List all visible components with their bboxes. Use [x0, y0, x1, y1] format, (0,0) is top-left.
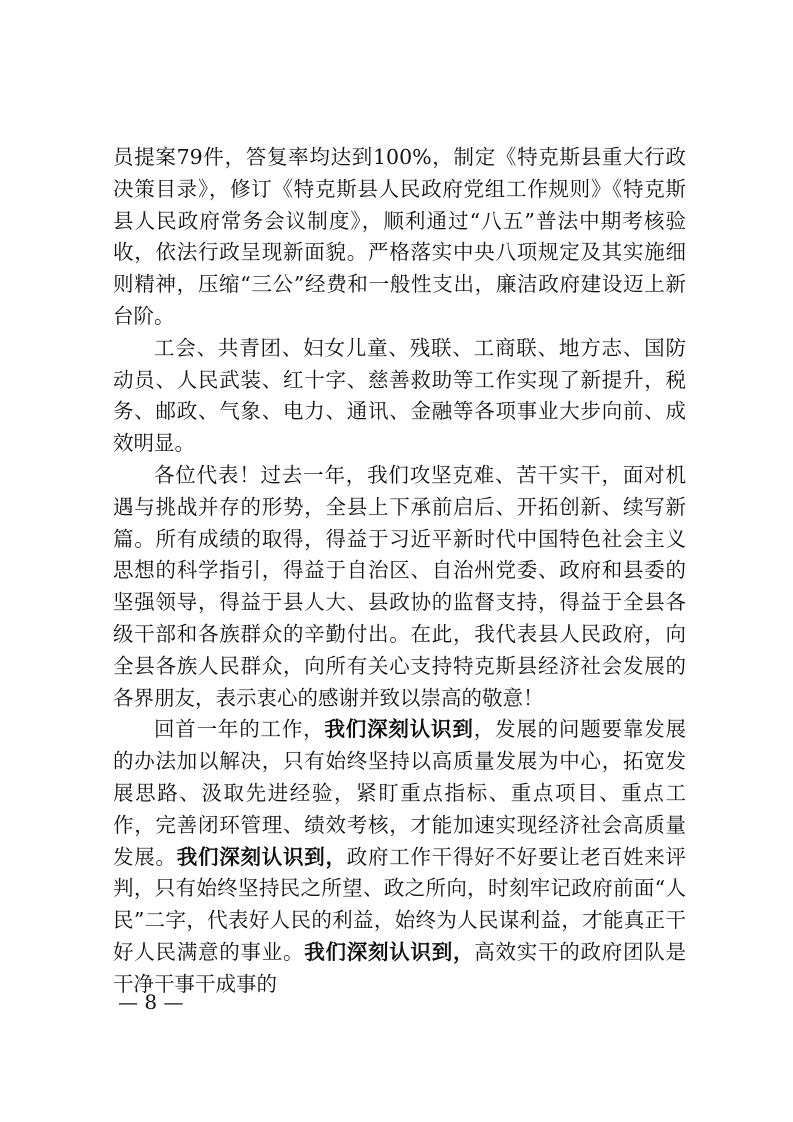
- paragraph: [113, 333, 686, 460]
- page-number: — 8 —: [118, 990, 184, 1014]
- paragraph-text: 工会、共青团、妇女儿童、残联、工商联、地方志、国防动员、人民武装、红十字、慈善救助等工作实现了新提升，税务、邮政、气象、电力、通讯、金融等各项事业大步向前、成效明显。: [113, 335, 686, 456]
- paragraph-text: ，发展的问题要靠发展的办法加以解决，只有始终坚持以高质量发展为中心，拓宽发展思路、汲取先进经验，紧盯重点指标、重点项目、重点工作，完善闭环管理、绩效考核，才能加速实现经济社会高质量发展。: [113, 717, 686, 869]
- emphasis-text: 我们深刻认识到: [324, 717, 474, 742]
- paragraph-text: 回首一年的工作，: [154, 717, 325, 742]
- body-text: [113, 142, 686, 1001]
- paragraph-text: 员提案79件，答复率均达到100%，制定《特克斯县重大行政决策目录》，修订《特克斯县人民政府党组工作规则》《特克斯县人民政府常务会议制度》，顺利通过“八五”普法中期考核验收，依法行政呈现新面貌。严格落实中央八项规定及其实施细则精神，压缩“三公”经费和一般性支出，廉洁政府建设迈上新台阶。: [113, 145, 686, 328]
- paragraph-text: 各位代表！过去一年，我们攻坚克难、苦干实干，面对机遇与挑战并存的形势，全县上下承前启后、开拓创新、续写新篇。所有成绩的取得，得益于习近平新时代中国特色社会主义思想的科学指引，得益于自治区、自治州党委、政府和县委的坚强领导，得益于县人大、县政协的监督支持，得益于全县各级干部和各族群众的辛勤付出。在此，我代表县人民政府，向全县各族人民群众，向所有关心支持特克斯县经济社会发展的各界朋友，表示衷心的感谢并致以崇高的敬意！: [113, 462, 686, 710]
- paragraph-text: 政府工作干得好不好要让老百姓来评判，只有始终坚持民之所望、政之所向，时刻牢记政府前面“人民”二字，代表好人民的利益，始终为人民谋利益，才能真正干好人民满意的事业。: [113, 844, 686, 964]
- emphasis-text: 我们深刻认识到，: [176, 844, 347, 869]
- paragraph: [113, 714, 686, 1000]
- emphasis-text: 我们深刻认识到，: [304, 939, 475, 964]
- paragraph: [113, 460, 686, 714]
- paragraph-text: 高效实干的政府团队是干净干事干成事的: [113, 939, 686, 996]
- paragraph: [113, 142, 686, 333]
